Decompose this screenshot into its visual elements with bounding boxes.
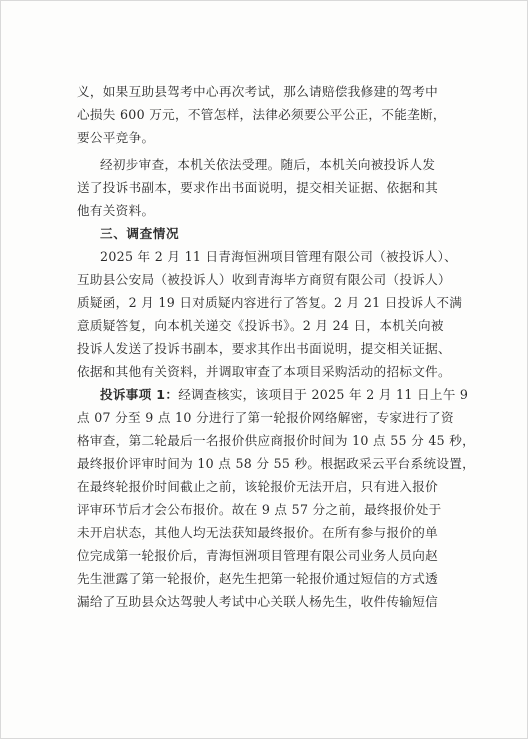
text-span: 经调查核实，该项目于 2025 年 2 月 11 日上午 9 xyxy=(178,387,469,402)
text-line xyxy=(77,383,477,406)
paragraph-continuation xyxy=(77,80,477,149)
text-line: 依据和其他有关资料，并调取审查了本项目采购活动的招标文件。 xyxy=(77,364,451,379)
text-line: 要公平竞争。 xyxy=(77,130,155,145)
text-line: 互助县公安局（被投诉人）收到青海毕方商贸有限公司（投诉人） xyxy=(77,272,451,287)
text-line: 义，如果互助县驾考中心再次考试，那么请赔偿我修建的驾考中 xyxy=(77,84,439,99)
text-line: 点 07 分至 9 点 10 分进行了第一轮报价网络解密，专家进行了资 xyxy=(77,410,454,425)
text-line: 送了投诉书副本，要求作出书面说明，提交相关证据、依据和其 xyxy=(77,180,439,195)
text-line: 意质疑答复，向本机关递交《投诉书》。2 月 24 日，本机关向被 xyxy=(77,318,444,333)
text-line: 位完成第一轮报价后，青海恒洲项目管理有限公司业务人员向赵 xyxy=(77,548,439,563)
text-line: 心损失 600 万元，不管怎样，法律必须要公平公正，不能垄断， xyxy=(77,107,446,122)
text-line: 未开启状态，其他人均无法获知最终报价。在所有参与报价的单 xyxy=(77,525,439,540)
text-line: 质疑函，2 月 19 日对质疑内容进行了答复。2 月 21 日投诉人不满 xyxy=(77,295,463,310)
text-line: 投诉人发送了投诉书副本，要求其作出书面说明，提交相关证据、 xyxy=(77,341,451,356)
text-line: 格审查，第二轮最后一名报价供应商报价时间为 10 点 55 分 45 秒， xyxy=(77,433,476,448)
text-line: 漏给了互助县众达驾驶人考试中心关联人杨先生，收件传输短信 xyxy=(77,594,439,609)
document-body xyxy=(77,80,477,613)
paragraph-investigation xyxy=(77,245,477,383)
paragraph-complaint-item-1 xyxy=(77,383,477,613)
text-line: 经初步审查，本机关依法受理。随后，本机关向被投诉人发 xyxy=(100,157,436,172)
text-line: 评审环节后才会公布报价。故在 9 点 57 分之前，最终报价处于 xyxy=(77,502,442,517)
paragraph-review xyxy=(77,153,477,222)
text-line: 2025 年 2 月 11 日青海恒洲项目管理有限公司（被投诉人）、 xyxy=(100,249,458,264)
text-line: 先生泄露了第一轮报价，赵先生把第一轮报价通过短信的方式透 xyxy=(77,571,439,586)
text-line: 在最终轮报价时间截止之前，该轮报价无法开启，只有进入报价 xyxy=(77,479,439,494)
text-line: 最终报价评审时间为 10 点 58 分 55 秒。根据政采云平台系统设置， xyxy=(77,456,476,471)
section-heading: 三、调查情况 xyxy=(100,226,180,241)
text-line: 他有关资料。 xyxy=(77,203,155,218)
complaint-item-label: 投诉事项 1： xyxy=(100,387,179,402)
